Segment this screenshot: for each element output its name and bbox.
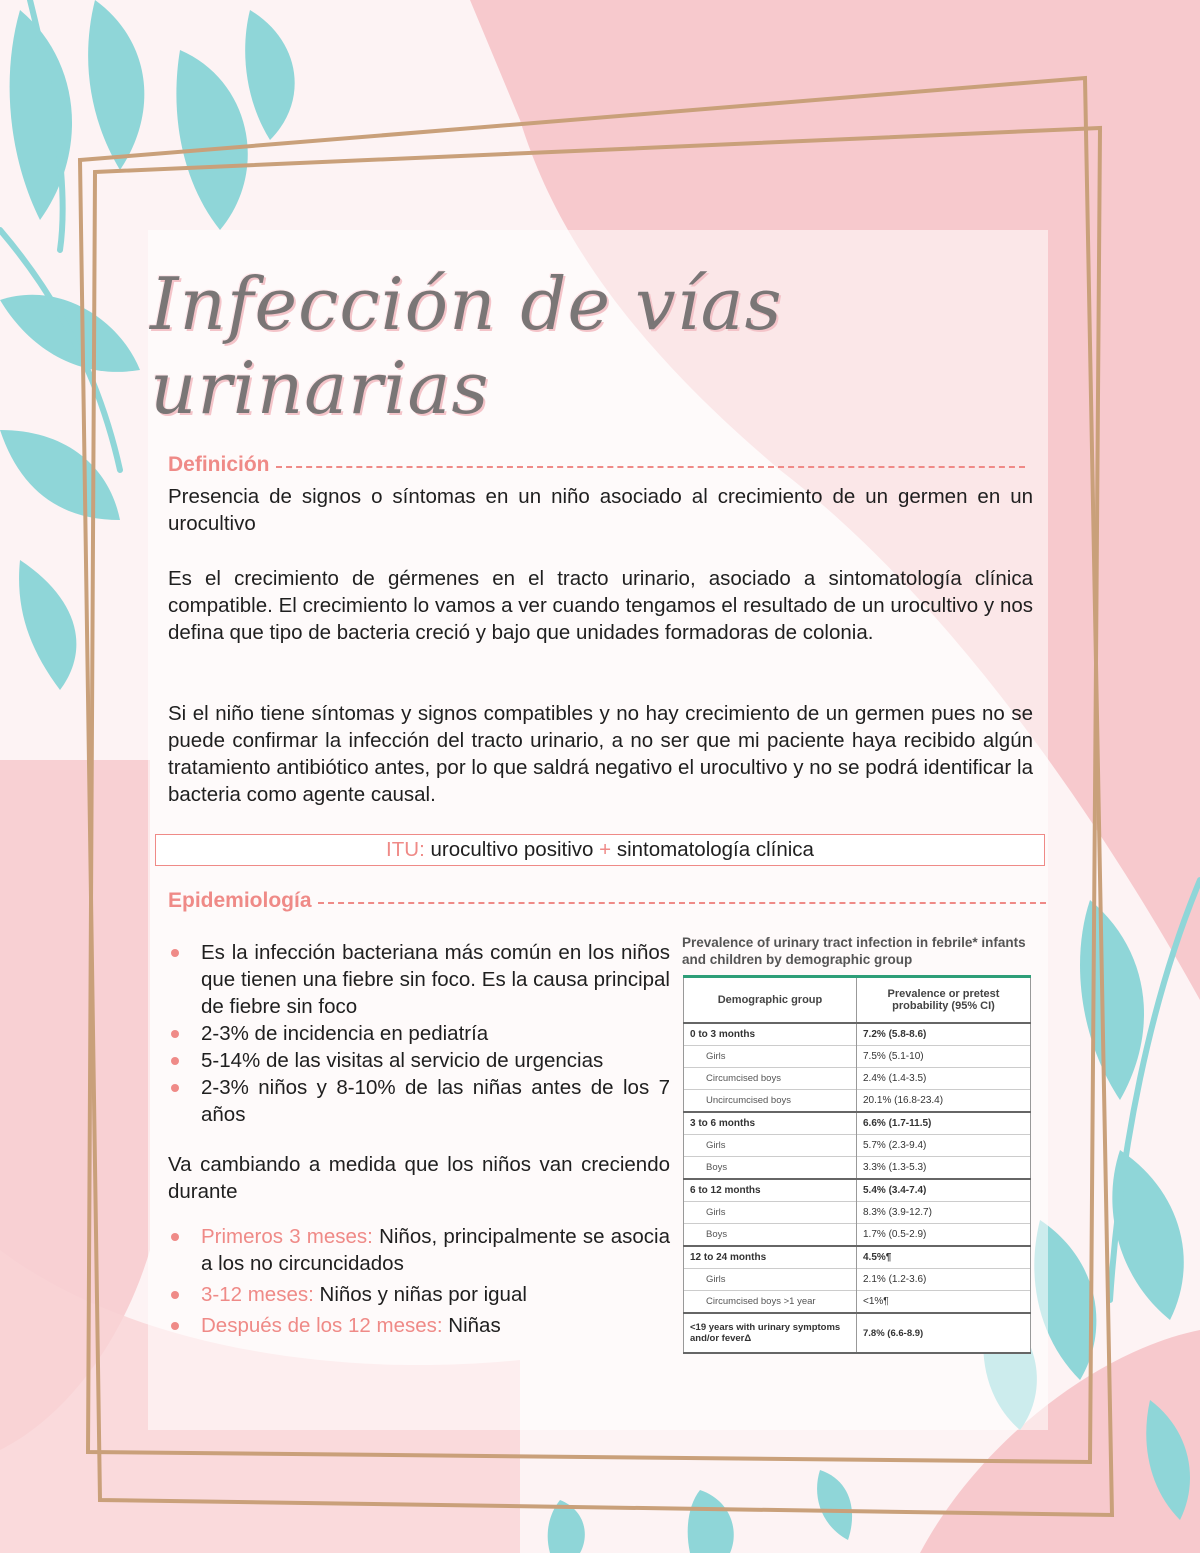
list-item [168,1020,670,1047]
table-header-row [684,977,1031,1024]
table-cell-value: 2.4% (1.4-3.5) [857,1068,1031,1090]
table-cell-value: 2.1% (1.2-3.6) [857,1269,1031,1291]
table-row [684,1202,1031,1224]
table-row [684,1157,1031,1180]
table-cell-group: Uncircumcised boys [684,1090,857,1113]
table-cell-group: Girls [684,1046,857,1068]
age-label: 3-12 meses: [201,1283,314,1306]
age-label: Después de los 12 meses: [201,1314,443,1337]
epidemiologia-heading-text: Epidemiología [168,889,312,912]
list-item-text: 2-3% niños y 8-10% de las niñas antes de los 7 años [201,1076,670,1126]
itu-plus: + [599,838,612,861]
table-row [684,1269,1031,1291]
table-cell-value: 6.6% (1.7-11.5) [857,1112,1031,1135]
definicion-paragraph-1: Presencia de signos o síntomas en un niño asociado al crecimiento de un germen en un urocultivo [168,485,1033,535]
table-cell-group: Boys [684,1157,857,1180]
list-item [168,1074,670,1128]
table-row [684,1224,1031,1247]
list-item-text: 5-14% de las visitas al servicio de urgencias [201,1049,604,1072]
table-header-cell: Demographic group [684,977,857,1024]
age-text: Niños y niñas por igual [319,1283,527,1306]
table-cell-value: 7.2% (5.8-8.6) [857,1023,1031,1046]
table-caption: Prevalence of urinary tract infection in febrile* infants and children by demographic group [682,935,1026,967]
age-text: Niñas [448,1314,501,1337]
table-row [684,1313,1031,1353]
list-item-text: 2-3% de incidencia en pediatría [201,1022,489,1045]
heading-divider [318,902,1046,904]
prevalence-table [683,975,1031,1354]
table-row [684,1246,1031,1269]
table-cell-value: <1%¶ [857,1291,1031,1314]
age-list [168,1223,670,1339]
bullet-icon [171,1030,179,1038]
table-cell-group: 6 to 12 months [684,1179,857,1202]
bullet-icon [171,949,179,957]
epidemiologia-list [168,939,670,1128]
bullet-icon [171,1322,179,1330]
itu-summary-box [155,834,1045,866]
table-cell-value: 20.1% (16.8-23.4) [857,1090,1031,1113]
table-cell-group: Circumcised boys [684,1068,857,1090]
table-cell-value: 7.8% (6.6-8.9) [857,1313,1031,1353]
table-cell-group: 3 to 6 months [684,1112,857,1135]
bullet-icon [171,1057,179,1065]
age-label: Primeros 3 meses: [201,1225,373,1248]
table-cell-value: 8.3% (3.9-12.7) [857,1202,1031,1224]
table-cell-value: 5.7% (2.3-9.4) [857,1135,1031,1157]
itu-part-2: sintomatología clínica [616,838,814,861]
table-cell-group: Girls [684,1202,857,1224]
list-item [168,939,670,1020]
table-row [684,1179,1031,1202]
list-item-text: Es la infección bacteriana más común en los niños que tienen una fiebre sin foco. Es la causa principal de fiebre sin foco [201,941,670,1018]
table-body [684,1023,1031,1353]
table-row [684,1068,1031,1090]
table-row [684,1023,1031,1046]
epidemiologia-heading [168,889,1046,913]
table-cell-group: Girls [684,1135,857,1157]
bullet-icon [171,1233,179,1241]
definicion-heading [168,453,1025,477]
table-cell-value: 1.7% (0.5-2.9) [857,1224,1031,1247]
table-row [684,1046,1031,1068]
table-cell-group: 12 to 24 months [684,1246,857,1269]
table-cell-group: Girls [684,1269,857,1291]
table-header-cell: Prevalence or pretest probability (95% CI) [857,977,1031,1024]
table-cell-group: 0 to 3 months [684,1023,857,1046]
table-cell-group: Circumcised boys >1 year [684,1291,857,1314]
table-row [684,1135,1031,1157]
bullet-icon [171,1291,179,1299]
table-cell-group: Boys [684,1224,857,1247]
table-row [684,1090,1031,1113]
table-cell-value: 3.3% (1.3-5.3) [857,1157,1031,1180]
table-cell-value: 7.5% (5.1-10) [857,1046,1031,1068]
epidemiologia-paragraph: Va cambiando a medida que los niños van creciendo durante [168,1153,670,1203]
table-cell-value: 5.4% (3.4-7.4) [857,1179,1031,1202]
list-item [168,1047,670,1074]
definicion-heading-text: Definición [168,453,270,476]
list-item [168,1223,670,1277]
table-cell-group: <19 years with urinary symptoms and/or feverΔ [684,1313,857,1353]
page-title: Infección de vías urinarias [150,262,783,430]
bullet-icon [171,1084,179,1092]
definicion-paragraph-2: Es el crecimiento de gérmenes en el tracto urinario, asociado a sintomatología clínica compatible. El crecimiento lo vamos a ver cuando tengamos el resultado de un urocultivo y nos defina que tipo de bacteria creció y bajo que unidades formadoras de colonia. [168,567,1033,644]
itu-label: ITU: [386,838,425,861]
heading-divider [276,466,1025,468]
table-cell-value: 4.5%¶ [857,1246,1031,1269]
age-text: Niños, principalmente se asocia a los no circuncidados [201,1225,670,1275]
list-item [168,1281,670,1308]
list-item [168,1312,670,1339]
itu-part-1: urocultivo positivo [430,838,594,861]
table-row [684,1112,1031,1135]
table-row [684,1291,1031,1314]
definicion-paragraph-3: Si el niño tiene síntomas y signos compatibles y no hay crecimiento de un germen pues no se puede confirmar la infección del tracto urinario, a no ser que mi paciente haya recibido algún tratamiento antibiótico antes, por lo que saldrá negativo el urocultivo y no se podrá identificar la bacteria como agente causal. [168,702,1033,806]
